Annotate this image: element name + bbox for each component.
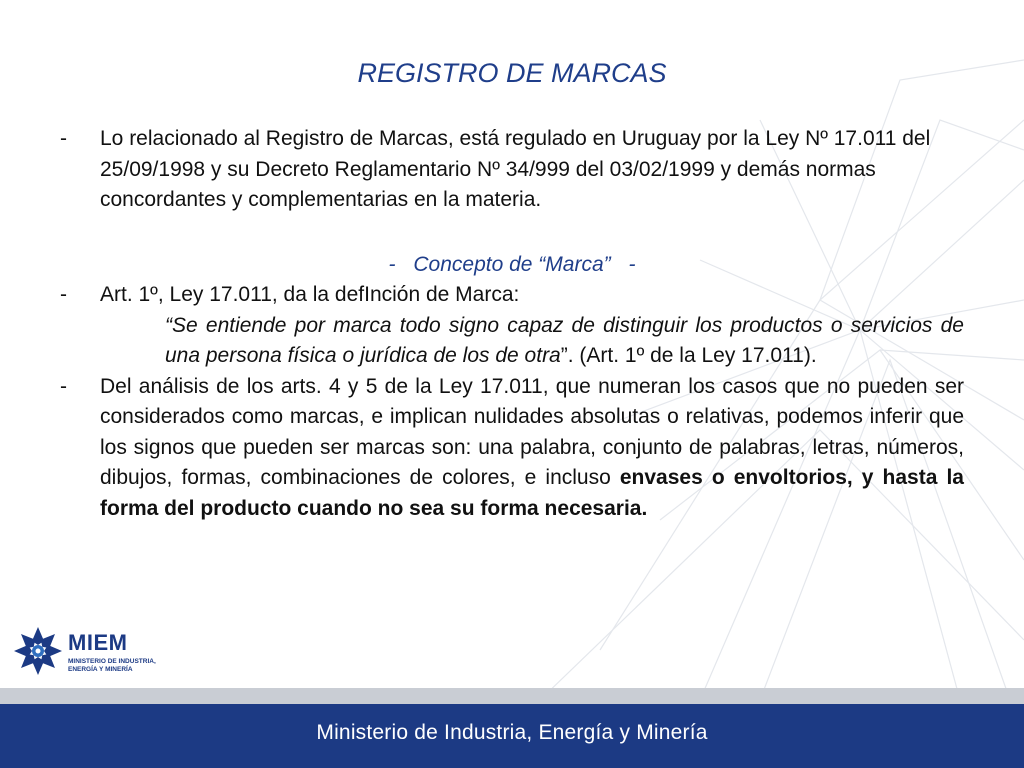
paragraph-art-1 xyxy=(60,280,964,311)
concept-dash-right: - xyxy=(628,252,636,276)
slide-body xyxy=(60,124,964,524)
logo-subtitle-line-2: ENERGÍA Y MINERÍA xyxy=(68,665,133,673)
spacer xyxy=(60,216,964,250)
paragraph-analysis xyxy=(60,372,964,525)
footer-ministry-name: Ministerio de Industria, Energía y Minería xyxy=(316,721,708,744)
miem-logo xyxy=(12,624,192,680)
quote-citation: ”. (Art. 1º de la Ley 17.011). xyxy=(560,344,817,367)
paragraph-bold-text: envases o envoltorios, y hasta la forma del producto cuando no sea su forma necesaria. xyxy=(100,466,964,520)
paragraph-text: Lo relacionado al Registro de Marcas, está regulado en Uruguay por la Ley Nº 17.011 del 25/09/1998 y su Decreto Reglamentario Nº 34/999 del 03/02/1999 y demás normas concordantes y complementarias en la materia. xyxy=(100,127,931,211)
law-quote xyxy=(60,311,964,372)
paragraph-registry-law xyxy=(60,124,964,216)
footer-top-band xyxy=(0,688,1024,704)
paragraph-text: Art. 1º, Ley 17.011, da la defInción de Marca: xyxy=(100,283,520,306)
logo-subtitle-line-1: MINISTERIO DE INDUSTRIA, xyxy=(68,658,156,665)
bullet-dash: - xyxy=(60,283,67,306)
bullet-dash: - xyxy=(60,127,67,150)
concept-text: Concepto de “Marca” xyxy=(413,252,611,276)
concept-heading xyxy=(60,250,964,281)
logo-subtitle xyxy=(68,658,178,673)
slide-title: REGISTRO DE MARCAS xyxy=(357,58,667,88)
quote-italic-text: “Se entiende por marca todo signo capaz de distinguir los productos o servicios de una persona física o jurídica de los de otra xyxy=(165,313,964,367)
logo-wordmark: MIEM xyxy=(68,630,128,655)
bullet-dash: - xyxy=(60,374,67,398)
paragraph-text: Del análisis de los arts. 4 y 5 de la Ley 17.011, que numeran los casos que no pueden ser considerados como marcas, e implican nulidades absolutas o relativas, podemos inferir que los signos que pueden ser marcas son: una palabra, conjunto de palabras, letras, números, dibujos, formas, combinaciones de colores, e incluso xyxy=(100,374,964,489)
miem-star-icon xyxy=(12,624,64,676)
concept-dash-left: - xyxy=(388,252,396,276)
